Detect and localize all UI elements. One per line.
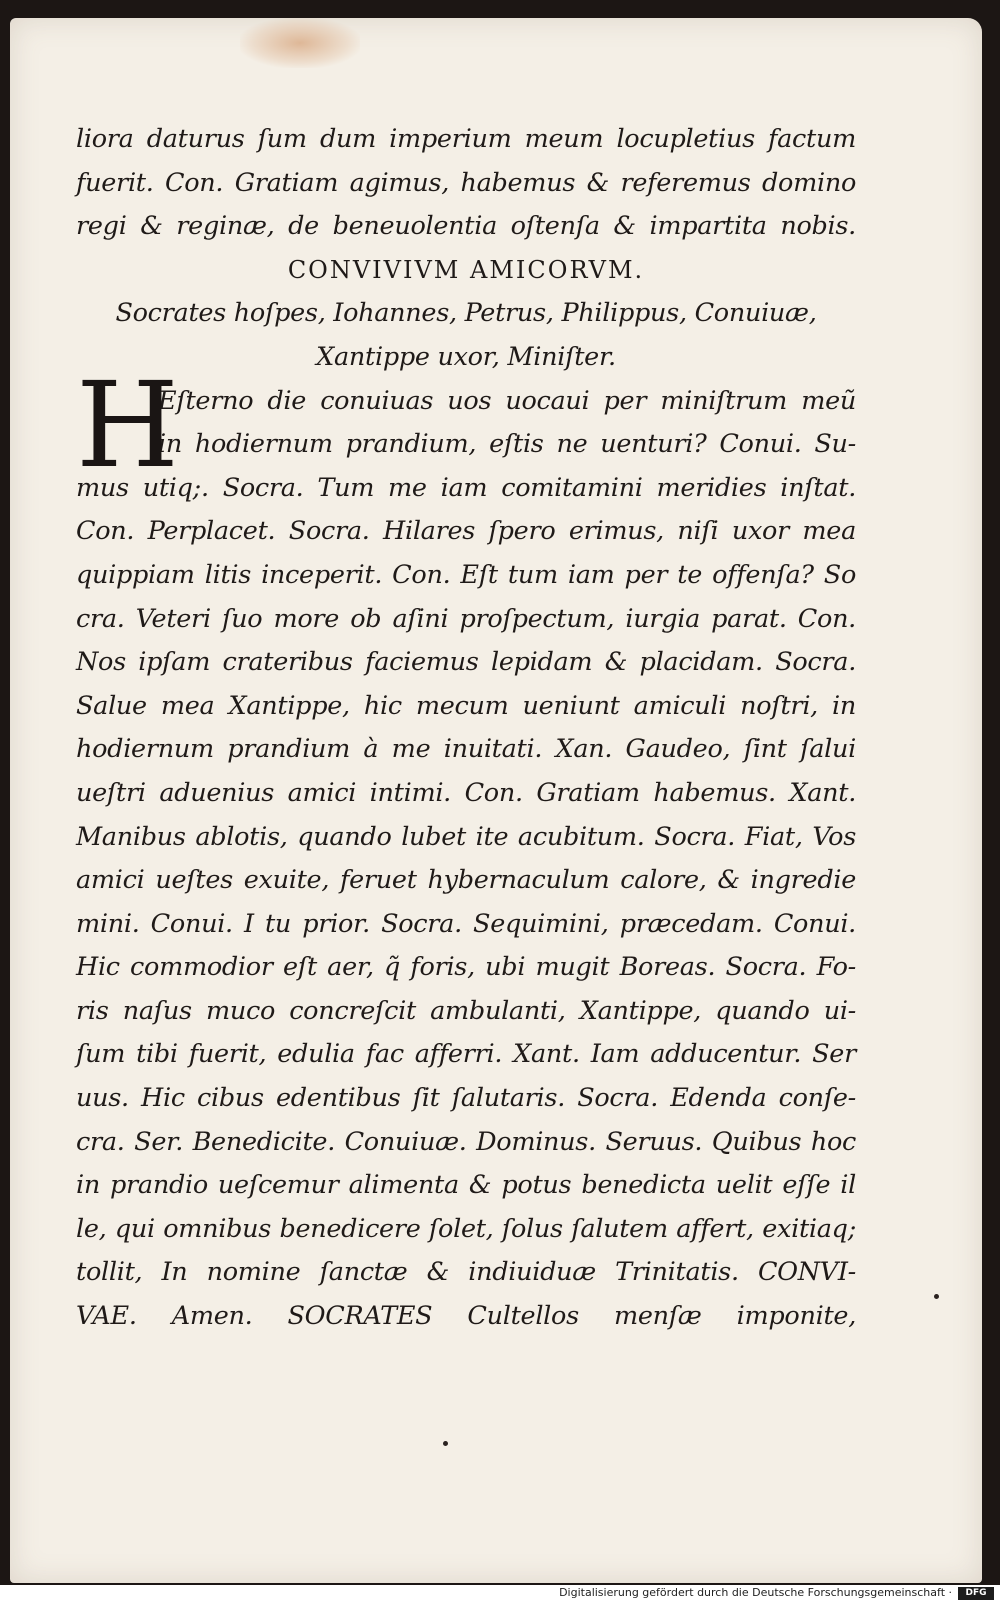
text-line: VAE. Amen. SOCRATES Cultellos menſæ imponite, <box>76 1301 856 1332</box>
text-line: mini. Conui. I tu prior. Socra. Sequimini, præcedam. Conui. <box>76 908 856 939</box>
text-line: Nos ipſam crateribus faciemus lepidam & placidam. Socra. <box>76 647 856 678</box>
text-line: mus utiq;. Socra. Tum me iam comitamini meridies inſtat. <box>76 472 856 503</box>
text-line: ſum tibi fuerit, edulia fac afferri. Xant. Iam adducentur. Ser <box>76 1039 856 1070</box>
text-line: hodiernum prandium à me inuitati. Xan. Gaudeo, ſint ſalui <box>76 734 856 765</box>
digitization-footer <box>0 1585 1000 1603</box>
text-line: Salue mea Xantippe, hic mecum ueniunt amiculi noſtri, in <box>76 690 856 721</box>
text-line: uus. Hic cibus edentibus ſit ſalutaris. Socra. Edenda conſe- <box>76 1083 856 1114</box>
text-line: liora daturus ſum dum imperium meum locupletius factum <box>76 124 856 154</box>
text-line: cra. Ser. Benedicite. Conuiuæ. Dominus. Seruus. Quibus hoc <box>76 1126 856 1157</box>
decorated-initial: H <box>76 356 179 494</box>
text-line: tollit, In nomine ſanctæ & indiuiduæ Trinitatis. CONVI- <box>76 1257 856 1288</box>
text-line: Eſterno die conuiuas uos uocaui per miniſtrum meũ <box>158 385 856 416</box>
text-line: Hic commodior eſt aer, q̃ foris, ubi mugit Boreas. Socra. Fo- <box>76 952 856 983</box>
ink-speck <box>443 1441 448 1446</box>
paper-stain <box>240 18 360 68</box>
footer-credit: Digitalisierung gefördert durch die Deutsche Forschungsgemeinschaft · <box>559 1586 952 1599</box>
text-line: regi & reginæ, de beneuolentia oſtenſa & impartita nobis. <box>76 211 856 242</box>
text-line: ueſtri aduenius amici intimi. Con. Gratiam habemus. Xant. <box>76 777 856 808</box>
text-line: amici ueſtes exuite, feruet hybernaculum calore, & ingredie <box>76 865 856 896</box>
dramatis-personae-line: Socrates hoſpes, Iohannes, Petrus, Philippus, Conuiuæ, <box>115 298 817 329</box>
text-line: Con. Perplacet. Socra. Hilares ſpero erimus, niſi uxor mea <box>76 516 856 547</box>
text-line: ris naſus muco concreſcit ambulanti, Xantippe, quando ui- <box>76 995 856 1026</box>
section-heading: CONVIVIVM AMICORVM. <box>287 255 645 284</box>
dramatis-personae-line: Xantippe uxor, Miniſter. <box>316 341 616 372</box>
text-line: Manibus ablotis, quando lubet ite acubitum. Socra. Fiat, Vos <box>76 821 856 852</box>
text-line: in hodiernum prandium, eſtis ne uenturi? Conui. Su- <box>158 429 856 460</box>
dfg-logo: DFG <box>958 1587 994 1600</box>
text-line: fuerit. Con. Gratiam agimus, habemus & referemus domino <box>76 167 856 198</box>
text-line: in prandio ueſcemur alimenta & potus benedicta uelit eſſe il <box>76 1170 856 1201</box>
page-text <box>76 118 856 1339</box>
text-line: quippiam litis inceperit. Con. Eſt tum iam per te offenſa? So <box>76 559 856 590</box>
text-line: le, qui omnibus benedicere ſolet, ſolus ſalutem affert, exitiaq; <box>76 1213 856 1244</box>
ink-speck <box>934 1294 939 1299</box>
text-line: cra. Veteri ſuo more ob aſini proſpectum, iurgia parat. Con. <box>76 603 856 634</box>
book-page <box>10 18 982 1583</box>
